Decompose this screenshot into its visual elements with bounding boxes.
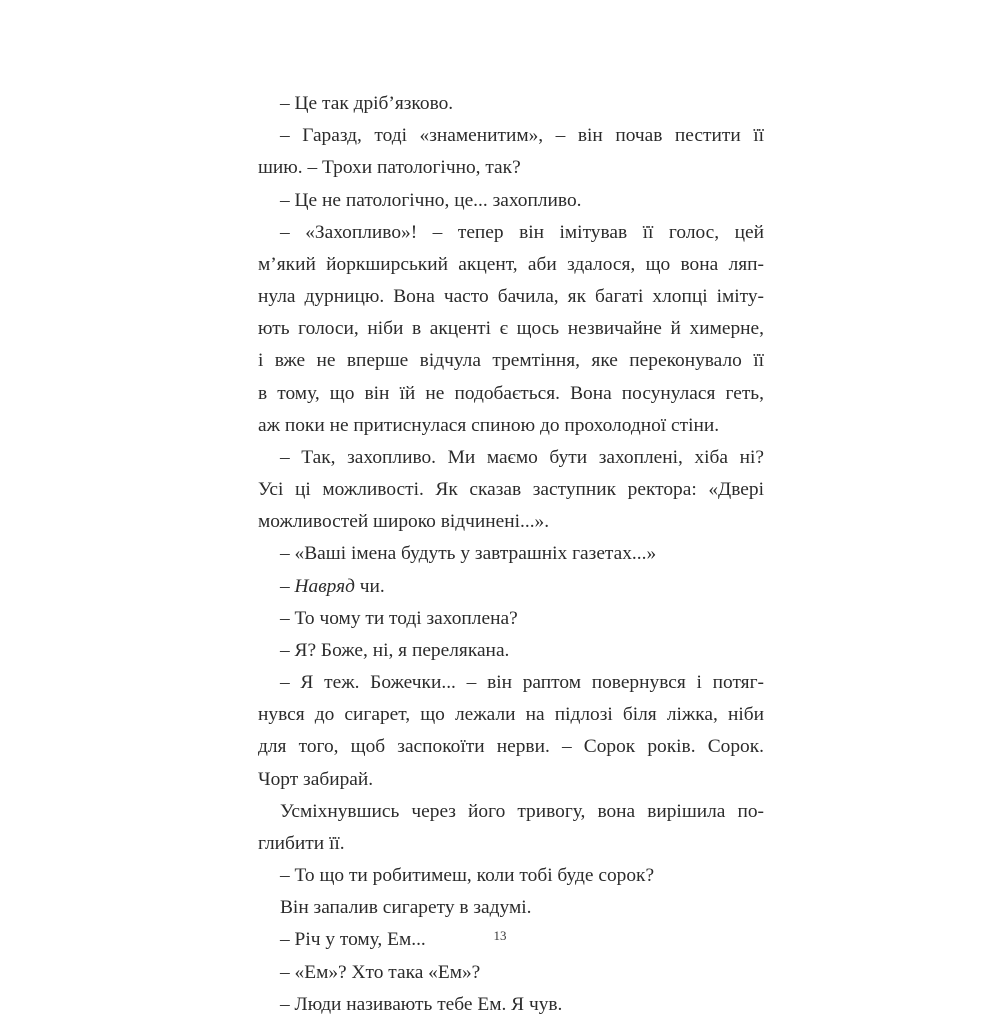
text-line: Він запалив сигарету в задумі. <box>280 897 532 919</box>
text-line: ють голоси, ніби в акценті є щось незвичайне й химерне, <box>258 318 764 340</box>
text-line: можливостей широко відчинені...». <box>258 511 550 533</box>
text-line: Усміхнувшись через його тривогу, вона вирішила по- <box>280 800 764 822</box>
text-line: Чорт забирай. <box>258 768 374 790</box>
text-line: в тому, що він їй не подобається. Вона посунулася геть, <box>258 382 764 404</box>
text-line: – Гаразд, тоді «знаменитим», – він почав пестити її <box>280 125 764 147</box>
text-line: і вже не вперше відчула тремтіння, яке переконувало її <box>258 350 764 372</box>
text-line: Усі ці можливості. Як сказав заступник ректора: «Двері <box>258 479 764 501</box>
text-line: – То що ти робитимеш, коли тобі буде сорок? <box>280 865 655 887</box>
text-line: – Це не патологічно, це... захопливо. <box>280 189 582 211</box>
text-line: – Я теж. Божечки... – він раптом повернувся і потяг- <box>280 672 764 694</box>
text-line: – Річ у тому, Ем... <box>280 929 426 951</box>
text-line: – То чому ти тоді захоплена? <box>280 607 518 629</box>
text-line: шию. – Трохи патологічно, так? <box>258 157 521 179</box>
text-line: глибити її. <box>258 832 345 854</box>
text-line: – «Ем»? Хто така «Ем»? <box>280 961 481 983</box>
text-line: аж поки не притиснулася спиною до прохолодної стіни. <box>258 414 720 436</box>
text-line: – Навряд чи. <box>280 575 385 597</box>
text-line: м’який йоркширський акцент, аби здалося, що вона ляп- <box>258 253 764 275</box>
page-number: 13 <box>493 928 507 943</box>
book-page-text <box>258 88 764 1021</box>
text-line: – «Ваші імена будуть у завтрашніх газетах...» <box>280 543 657 565</box>
text-line: – «Захопливо»! – тепер він імітував її голос, цей <box>280 221 764 243</box>
text-line: – Я? Боже, ні, я перелякана. <box>280 639 510 661</box>
text-line: нула дурницю. Вона часто бачила, як багаті хлопці іміту- <box>258 286 764 308</box>
emphasis: Навряд <box>294 575 355 597</box>
text-line: для того, щоб заспокоїти нерви. – Сорок років. Сорок. <box>258 736 764 758</box>
text-line: нувся до сигарет, що лежали на підлозі біля ліжка, ніби <box>258 704 764 726</box>
text-line: – Це так дріб’язково. <box>280 93 454 114</box>
text-line: – Люди називають тебе Ем. Я чув. <box>280 993 563 1015</box>
text-line: – Так, захопливо. Ми маємо бути захоплені, хіба ні? <box>280 446 764 468</box>
